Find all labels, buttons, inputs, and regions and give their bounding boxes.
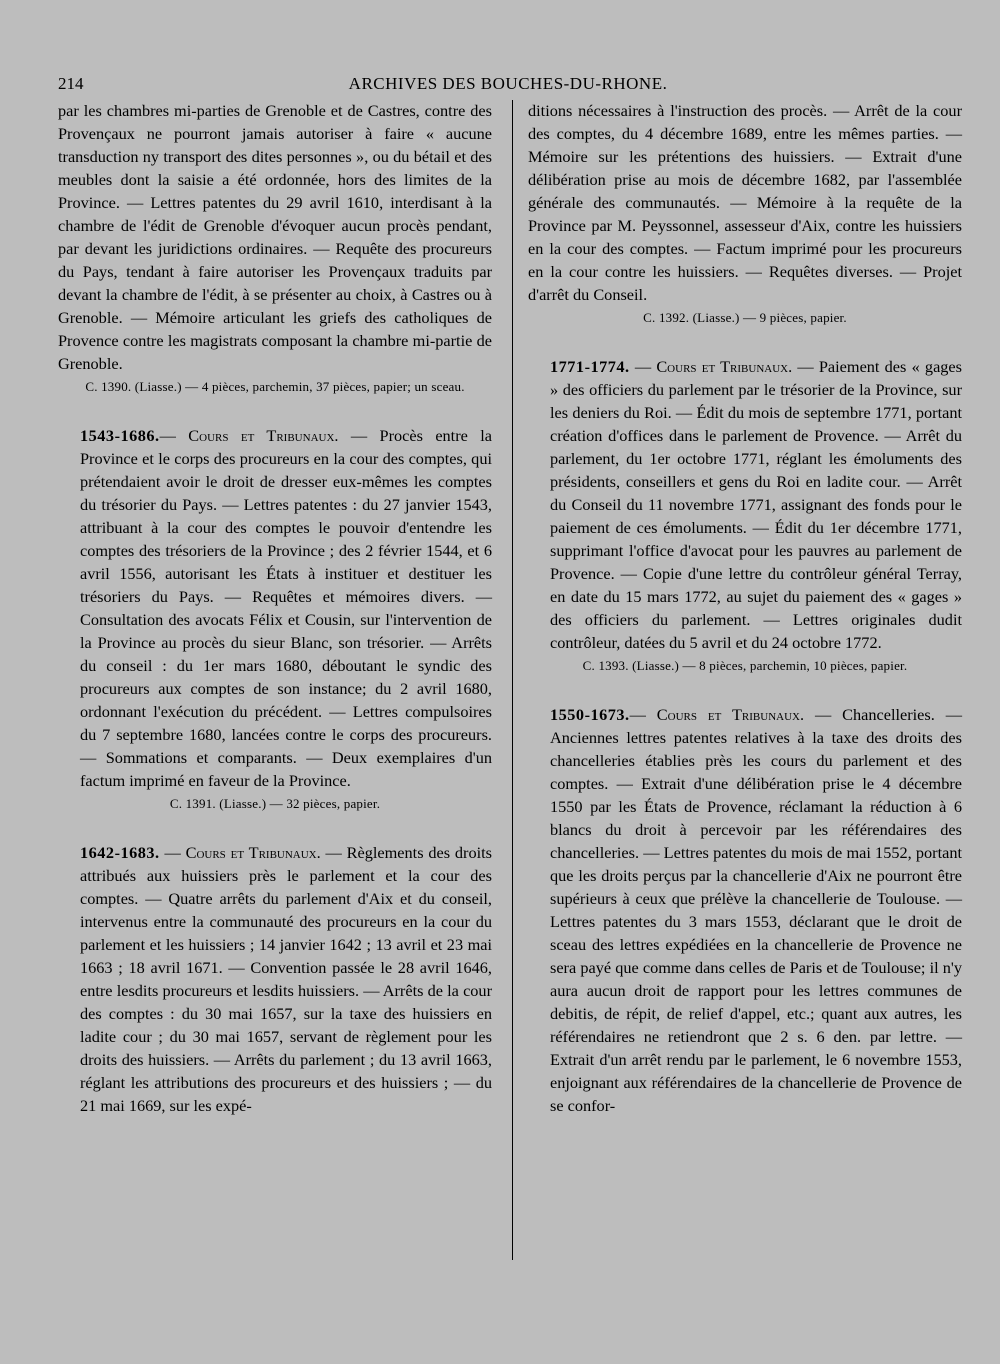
entry-date: 1642-1683. [80,843,160,862]
entry-rubric: — Cours et Tribunaux. [159,426,339,445]
entry-date: 1771-1774. [550,357,630,376]
page-number: 214 [58,74,84,93]
page-header [58,74,958,98]
right-column [528,99,962,1117]
entry-text: — Règlements des droits attribués aux huissiers près le parlement et la cour des comptes. — Quatre arrêts du parlement d'Aix et du conseil, intervenus entre la communauté des procureurs en la cour du parlement et les huissiers ; 14 janvier 1642 ; 13 avril et 23 mai 1663 ; 18 avril 1671. — Convention passée le 28 avril 1646, entre lesdits procureurs et lesdits huissiers. — Arrêts de la cour des comptes : du 30 mai 1657, sur la taxe des huissiers en ladite cour ; du 30 mai 1657, servant de règlement pour les droits des huissiers. — Arrêts du parlement ; du 13 avril 1663, réglant les attributions des procureurs et des huissiers ; — du 21 mai 1669, sur les expé- [80,843,493,1115]
column-divider [512,100,513,1260]
entry-rubric: — Cours et Tribunaux. [159,843,321,862]
continuation-paragraph-left: par les chambres mi-parties de Grenoble et de Castres, contre des Provençaux ne pourront jamais autoriser à faire « aucune transduction ny transport des dites personnes », ou du bétail et des meubles dont la saisie a été ordonnée, hors des limites de la Province. — Lettres patentes du 29 avril 1610, interdisant à la chambre de l'édit de Grenoble d'évoquer aucun procès pendant, par devant les juridictions ordinaires. — Requête des procureurs du Pays, tendant à faire autoriser les Provençaux traduits par devant la chambre de l'édit, à se présenter au choix, à Castres ou à Grenoble. — Mémoire articulant les griefs des catholiques de Provence contre les magistrats composant la chambre mi-partie de Grenoble. [58,101,492,373]
cote-1393: C. 1393. (Liasse.) — 8 pièces, parchemin, 10 pièces, papier. [582,658,908,673]
entry-text: — Chancelleries. — Anciennes lettres patentes relatives à la taxe des droits des chancelleries établies près les cours du parlement et des comptes. — Extrait d'une délibération prise le 4 décembre 1550 par les États de Provence, réclamant la réduction à 6 blancs du droit à percevoir par les référendaires des chancelleries. — Lettres patentes du mois de mai 1552, portant que les droits perçus par la chancellerie d'Aix ne pourront être supérieurs à ceux que prélève la chancellerie de Toulouse. — Lettres patentes du 3 mars 1553, déclarant que le droit de sceau des lettres expédiées en la chancellerie de Provence ne sera payé que comme dans celles de Paris et de Toulouse; il n'y aura aucun droit de rapport pour les lettres communes de debitis, de répit, de relief d'appel, etc.; quant aux autres, les référendaires ne retiendront que 2 s. 6 den. par lettre. — Extrait d'un arrêt rendu par le parlement, le 6 novembre 1553, enjoignant aux référendaires de la chancellerie de Provence de se confor- [550,705,962,1115]
left-column [58,99,492,1117]
entry-text: — Paiement des « gages » des officiers du parlement par le trésorier de la Province, sur les deniers du Roi. — Édit du mois de septembre 1771, portant création d'offices dans le parlement de Provence. — Arrêt du parlement, du 1er octobre 1771, réglant les émoluments des présidents, conseillers et gens du Roi en ladite cour. — Arrêt du Conseil du 11 novembre 1771, assignant des fonds pour le paiement de ces émoluments. — Édit du 1er décembre 1771, supprimant l'office d'avocat pour les pauvres au parlement de Provence. — Copie d'une lettre du contrôleur général Terray, en date du 15 mars 1772, au sujet du paiement des « gages » des officiers du parlement. — Lettres originales dudit contrôleur, datées du 5 avril et du 24 octobre 1772. [550,357,962,652]
entry-rubric: — Cours et Tribunaux. [629,357,793,376]
entry-1391 [58,841,492,1117]
entry-text: — Procès entre la Province et le corps des procureurs en la cour des comptes, qui prétendaient avoir le droit de dresser eux-mêmes les comptes du trésorier du Pays. — Lettres patentes : du 27 janvier 1543, attribuant à la cour des comptes le pouvoir d'entendre les comptes des trésoriers de la Province ; des 2 février 1544, et 6 avril 1556, autorisant les États à instituer et destituer les trésoriers du Pays. — Requêtes et mémoires divers. — Consultation des avocats Félix et Cousin, sur l'intervention de la Province au procès du sieur Blanc, son trésorier. — Arrêts du conseil : du 1er mars 1680, déboutant le syndic des procureurs aux comptes de son instance; du 2 avril 1680, ordonnant l'exécution du précédent. — Lettres compulsoires du 7 septembre 1680, lancées contre le corps des procureurs. — Sommations et comparants. — Deux exemplaires d'un factum imprimé en faveur de la Province. [80,426,492,790]
entry-1390 [58,424,492,792]
entry-1393 [528,703,962,1117]
entry-rubric: — Cours et Tribunaux. [629,705,805,724]
entry-1392 [528,355,962,654]
cote-1392: C. 1392. (Liasse.) — 9 pièces, papier. [643,310,847,325]
running-title: ARCHIVES DES BOUCHES-DU-RHONE. [348,74,668,93]
cote-1391: C. 1391. (Liasse.) — 32 pièces, papier. [169,796,381,811]
entry-date: 1550-1673. [550,705,630,724]
continuation-paragraph-right: ditions nécessaires à l'instruction des procès. — Arrêt de la cour des comptes, du 4 décembre 1689, entre les mêmes parties. — Mémoire sur les prétentions des huissiers. — Extrait d'une délibération prise au mois de décembre 1682, par l'assemblée générale des communautés. — Mémoire à la requête de la Province par M. Peyssonnel, assesseur d'Aix, contre les huissiers en la cour des comptes. — Factum imprimé pour les procureurs en la cour contre les huissiers. — Requêtes diverses. — Projet d'arrêt du Conseil. [528,101,962,304]
entry-date: 1543-1686. [80,426,160,445]
cote-1390: C. 1390. (Liasse.) — 4 pièces, parchemin, 37 pièces, papier; un sceau. [85,379,465,394]
